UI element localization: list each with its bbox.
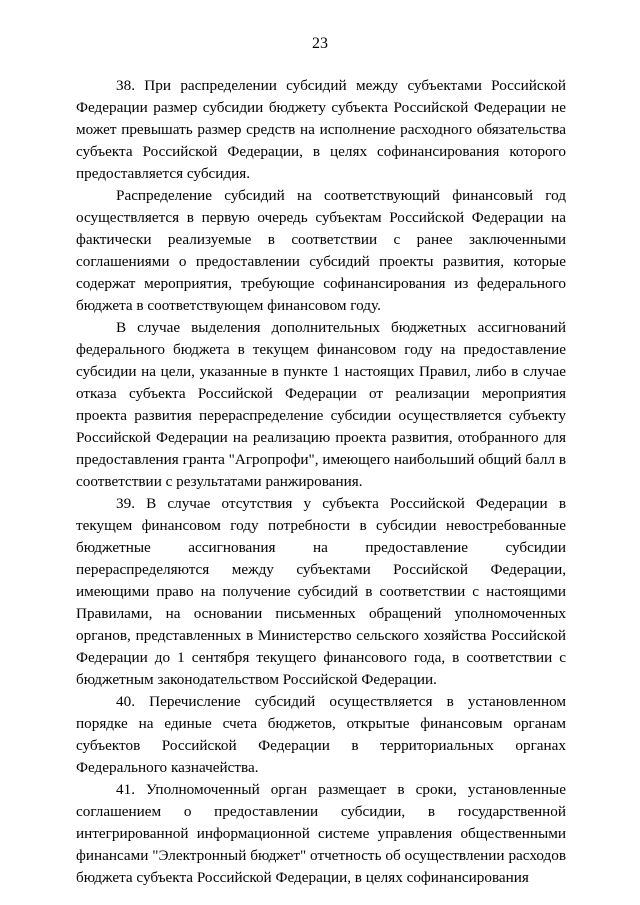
paragraph-38-distribution: Распределение субсидий на соответствующий финансовый год осуществляется в первую очередь субъектам Российской Федерации на фактически реализуемые в соответствии с ранее заключенными соглашениями о предоставлении субсидий проекты развития, которые содержат мероприятия, требующие софинансирования из федерального бюджета в соответствующем финансовом году. xyxy=(76,187,566,314)
paragraph-38: 38. При распределении субсидий между субъектами Российской Федерации размер субсидии бюджету субъекта Российской Федерации не может превышать размер средств на исполнение расходного обязательства субъекта Российской Федерации, в целях софинансирования которого предоставляется субсидия. xyxy=(76,77,566,182)
paragraph-39: 39. В случае отсутствия у субъекта Российской Федерации в текущем финансовом году потребности в субсидии невостребованные бюджетные ассигнования на предоставление субсидии перераспределяются между субъектами Российской Федерации, имеющими право на получение субсидий в соответствии с настоящими Правилами, на основании письменных обращений уполномоченных органов, представленных в Министерство сельского хозяйства Российской Федерации до 1 сентября текущего финансового года, в соответствии с бюджетным законодательством Российской Федерации. xyxy=(76,495,566,688)
paragraph-40: 40. Перечисление субсидий осуществляется в установленном порядке на единые счета бюджетов, открытые финансовым органам субъектов Российской Федерации в территориальных органах Федерального казначейства. xyxy=(76,693,566,776)
page-number: 23 xyxy=(312,35,328,52)
paragraph-38-additional-allocations: В случае выделения дополнительных бюджетных ассигнований федерального бюджета в текущем финансовом году на предоставление субсидии на цели, указанные в пункте 1 настоящих Правил, либо в случае отказа субъекта Российской Федерации от реализации мероприятия проекта развития перераспределение субсидии осуществляется субъекту Российской Федерации на реализацию проекта развития, отобранного для предоставления гранта "Агропрофи", имеющего наибольший общий балл в соответствии с результатами ранжирования. xyxy=(76,319,566,490)
paragraph-41: 41. Уполномоченный орган размещает в сроки, установленные соглашением о предоставлении субсидии, в государственной интегрированной информационной системе управления общественными финансами "Электронный бюджет" отчетность об осуществлении расходов бюджета субъекта Российской Федерации, в целях софинансирования xyxy=(76,781,566,886)
document-body xyxy=(76,75,566,889)
